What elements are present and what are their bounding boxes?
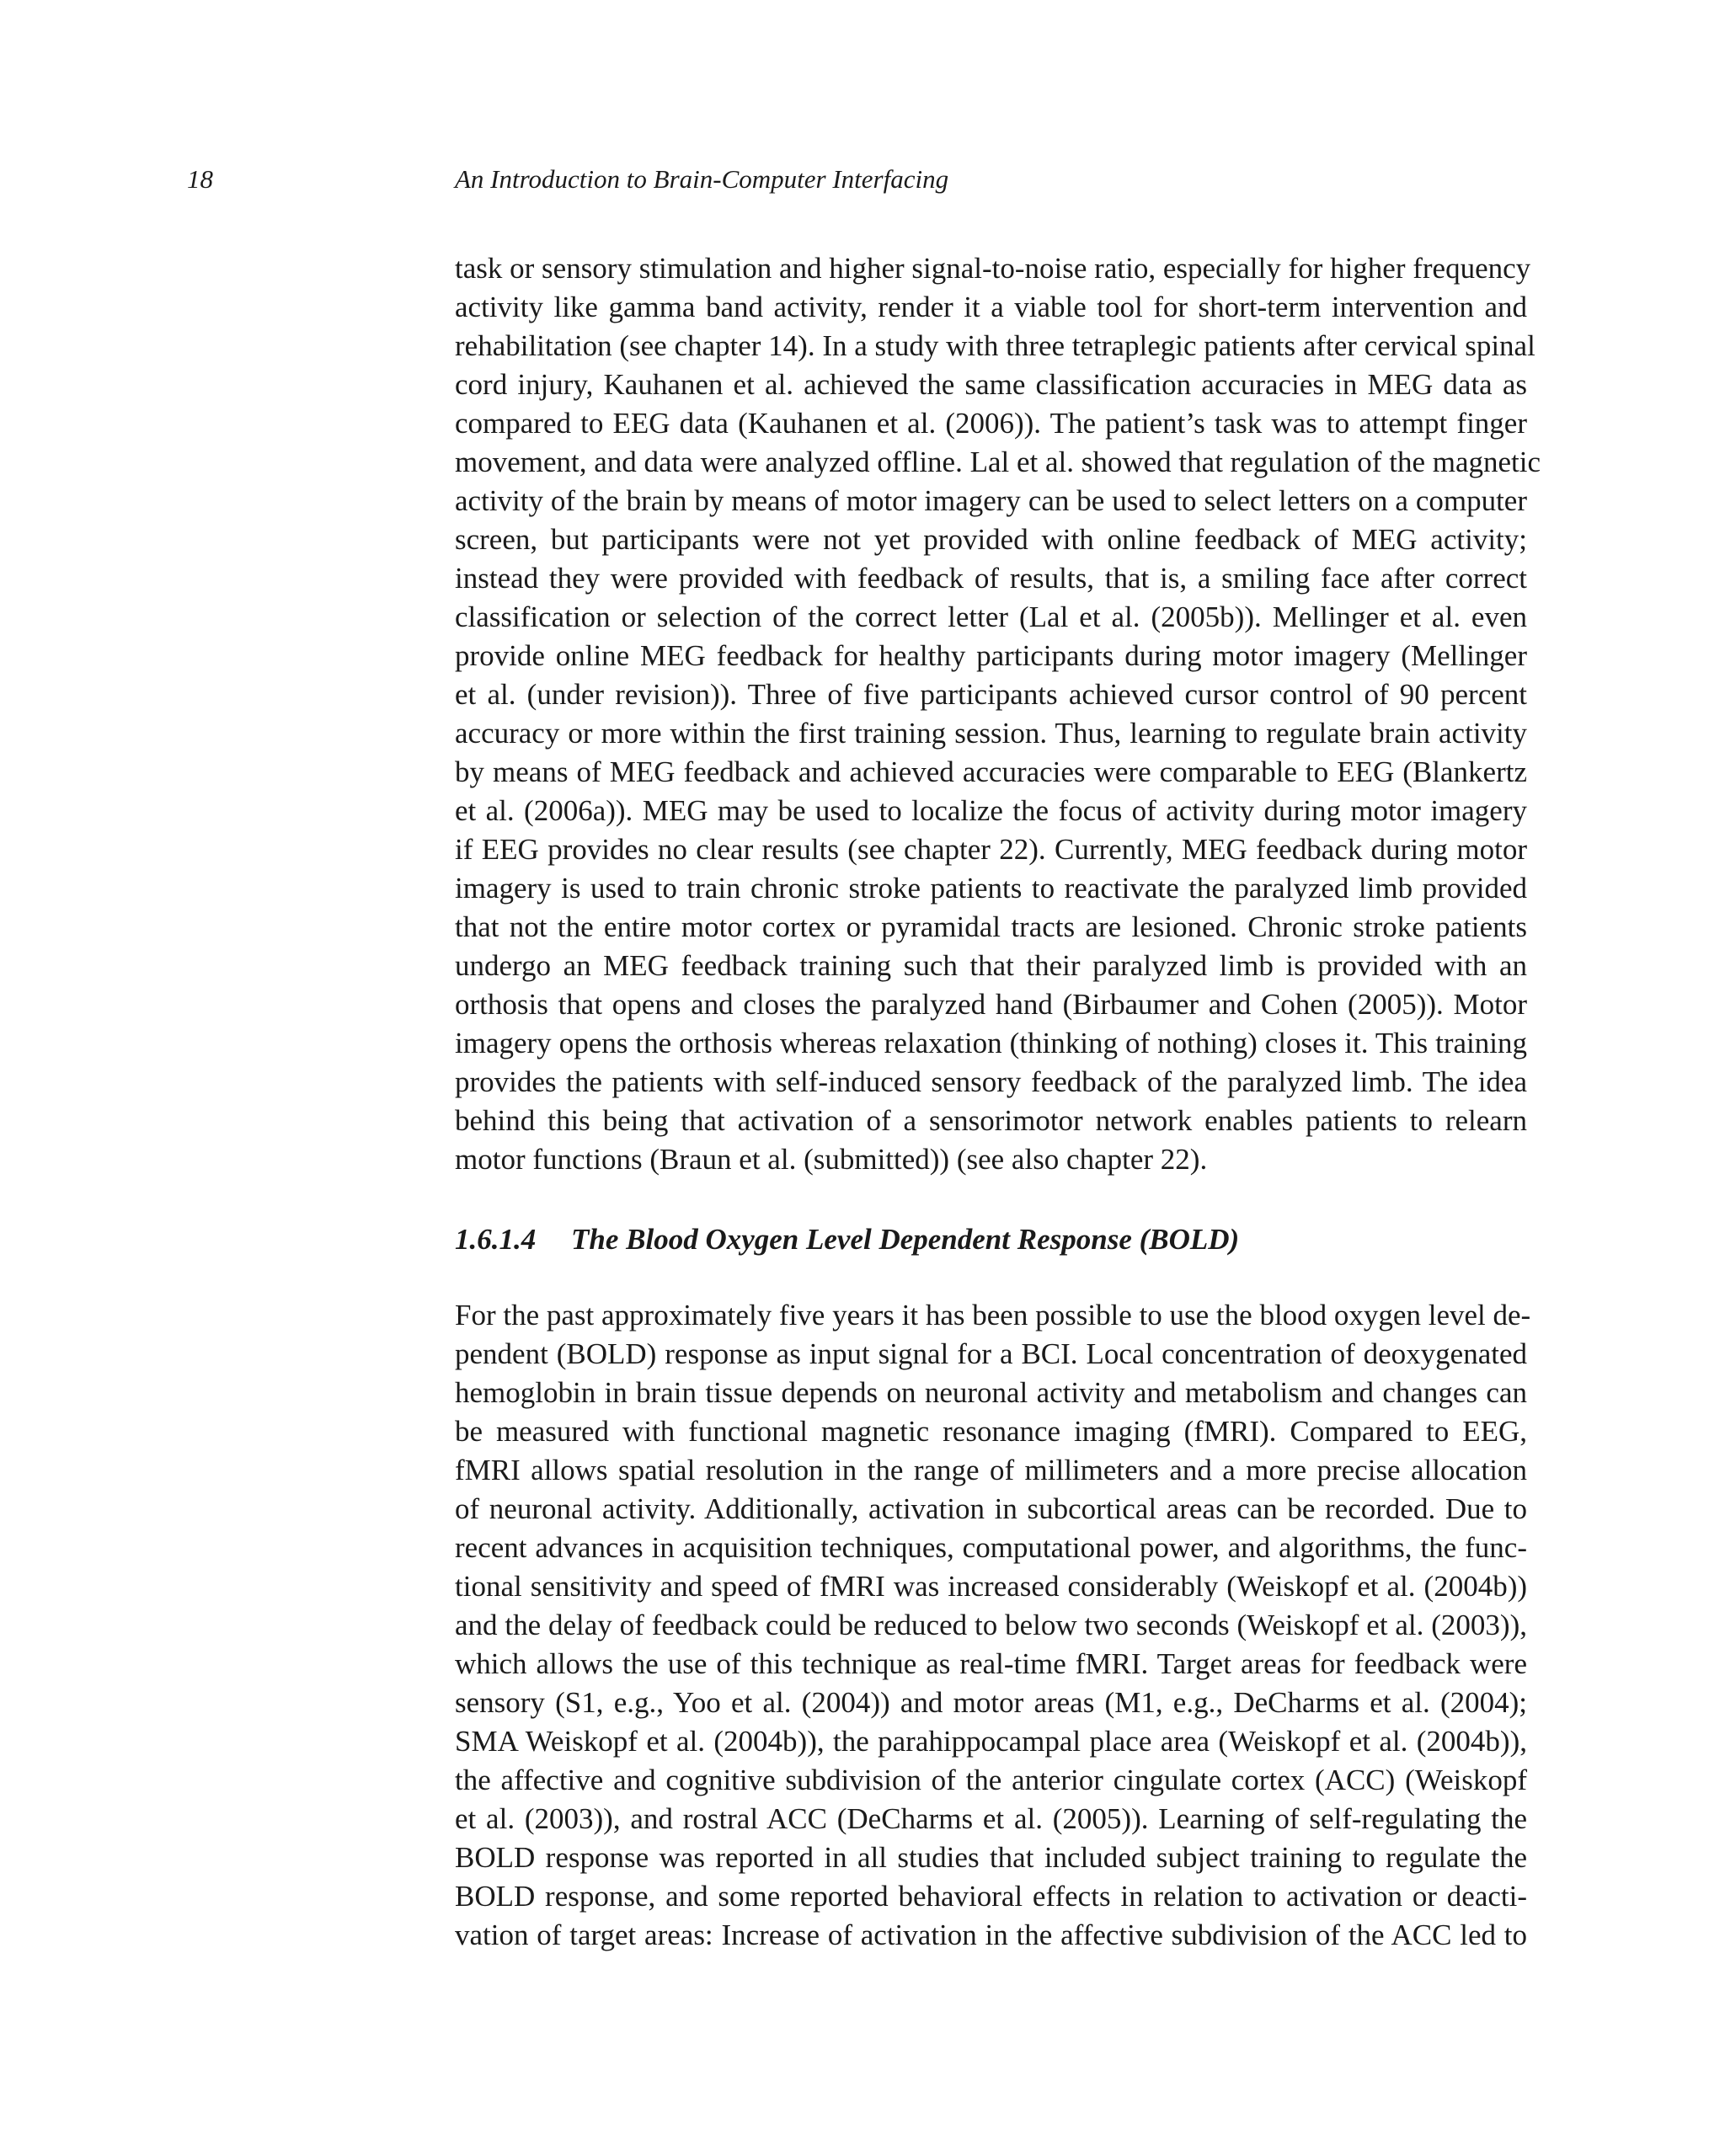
text-line: et al. (2003)), and rostral ACC (DeCharms et al. (2005)). Learning of self-regulating the xyxy=(455,1802,1527,1835)
text-line: et al. (under revision)). Three of five participants achieved cursor control of 90 percent xyxy=(455,678,1527,711)
text-line: SMA Weiskopf et al. (2004b)), the parahippocampal place area (Weiskopf et al. (2004b)), xyxy=(455,1725,1527,1758)
text-line: that not the entire motor cortex or pyramidal tracts are lesioned. Chronic stroke patients xyxy=(455,910,1527,943)
section-title: The Blood Oxygen Level Dependent Response (BOLD) xyxy=(571,1223,1240,1256)
page-number: 18 xyxy=(187,164,213,194)
book-title: An Introduction to Brain-Computer Interfacing xyxy=(455,164,949,194)
text-line: motor functions (Braun et al. (submitted)) (see also chapter 22). xyxy=(455,1143,1208,1176)
text-line: activity of the brain by means of motor imagery can be used to select letters on a computer xyxy=(455,484,1527,517)
text-line: provide online MEG feedback for healthy participants during motor imagery (Mellinger xyxy=(455,639,1527,672)
running-head xyxy=(0,158,1725,200)
text-line: For the past approximately five years it has been possible to use the blood oxygen level de- xyxy=(455,1299,1531,1331)
text-line: fMRI allows spatial resolution in the range of millimeters and a more precise allocation xyxy=(455,1454,1527,1486)
section-number: 1.6.1.4 xyxy=(455,1223,537,1256)
text-line: and the delay of feedback could be reduced to below two seconds (Weiskopf et al. (2003)), xyxy=(455,1609,1527,1641)
section-heading xyxy=(455,1219,1527,1261)
text-line: recent advances in acquisition techniques, computational power, and algorithms, the func- xyxy=(455,1531,1527,1564)
text-line: BOLD response, and some reported behavioral effects in relation to activation or deacti- xyxy=(455,1880,1527,1913)
text-line: accuracy or more within the first training session. Thus, learning to regulate brain activity xyxy=(455,717,1527,750)
text-line: hemoglobin in brain tissue depends on neuronal activity and metabolism and changes can xyxy=(455,1376,1527,1409)
text-line: by means of MEG feedback and achieved accuracies were comparable to EEG (Blankertz xyxy=(455,755,1527,788)
text-line: screen, but participants were not yet provided with online feedback of MEG activity; xyxy=(455,523,1527,556)
text-line: provides the patients with self-induced sensory feedback of the paralyzed limb. The idea xyxy=(455,1065,1527,1098)
text-line: classification or selection of the correct letter (Lal et al. (2005b)). Mellinger et al. even xyxy=(455,600,1527,633)
text-line: imagery is used to train chronic stroke patients to reactivate the paralyzed limb provided xyxy=(455,872,1527,905)
text-line: rehabilitation (see chapter 14). In a study with three tetraplegic patients after cervical spinal xyxy=(455,329,1535,362)
text-line: behind this being that activation of a sensorimotor network enables patients to relearn xyxy=(455,1104,1527,1137)
text-line: be measured with functional magnetic resonance imaging (fMRI). Compared to EEG, xyxy=(455,1415,1527,1448)
text-line: undergo an MEG feedback training such that their paralyzed limb is provided with an xyxy=(455,949,1527,982)
text-line: sensory (S1, e.g., Yoo et al. (2004)) and motor areas (M1, e.g., DeCharms et al. (2004); xyxy=(455,1686,1527,1719)
text-line: of neuronal activity. Additionally, activation in subcortical areas can be recorded. Due to xyxy=(455,1492,1527,1525)
paragraph-meg xyxy=(455,249,1541,1179)
text-line: instead they were provided with feedback of results, that is, a smiling face after correct xyxy=(455,562,1527,595)
text-line: imagery opens the orthosis whereas relaxation (thinking of nothing) closes it. This training xyxy=(455,1027,1527,1059)
text-line: task or sensory stimulation and higher signal-to-noise ratio, especially for higher frequency xyxy=(455,252,1531,285)
text-line: activity like gamma band activity, render it a viable tool for short-term intervention and xyxy=(455,291,1527,323)
text-line: vation of target areas: Increase of activation in the affective subdivision of the ACC led to xyxy=(455,1919,1527,1951)
text-line: which allows the use of this technique as real-time fMRI. Target areas for feedback were xyxy=(455,1647,1527,1680)
text-line: compared to EEG data (Kauhanen et al. (2006)). The patient’s task was to attempt finger xyxy=(455,407,1527,440)
text-line: BOLD response was reported in all studies that included subject training to regulate the xyxy=(455,1841,1527,1874)
text-line: if EEG provides no clear results (see chapter 22). Currently, MEG feedback during motor xyxy=(455,833,1527,866)
paragraph-bold xyxy=(455,1296,1531,1955)
text-line: orthosis that opens and closes the paralyzed hand (Birbaumer and Cohen (2005)). Motor xyxy=(455,988,1527,1021)
text-line: the affective and cognitive subdivision of the anterior cingulate cortex (ACC) (Weiskopf xyxy=(455,1764,1527,1796)
text-line: cord injury, Kauhanen et al. achieved the same classification accuracies in MEG data as xyxy=(455,368,1527,401)
text-line: et al. (2006a)). MEG may be used to localize the focus of activity during motor imagery xyxy=(455,794,1527,827)
text-line: pendent (BOLD) response as input signal for a BCI. Local concentration of deoxygenated xyxy=(455,1337,1527,1370)
text-line: movement, and data were analyzed offline. Lal et al. showed that regulation of the magnetic xyxy=(455,446,1541,478)
text-line: tional sensitivity and speed of fMRI was increased considerably (Weiskopf et al. (2004b)) xyxy=(455,1570,1527,1603)
